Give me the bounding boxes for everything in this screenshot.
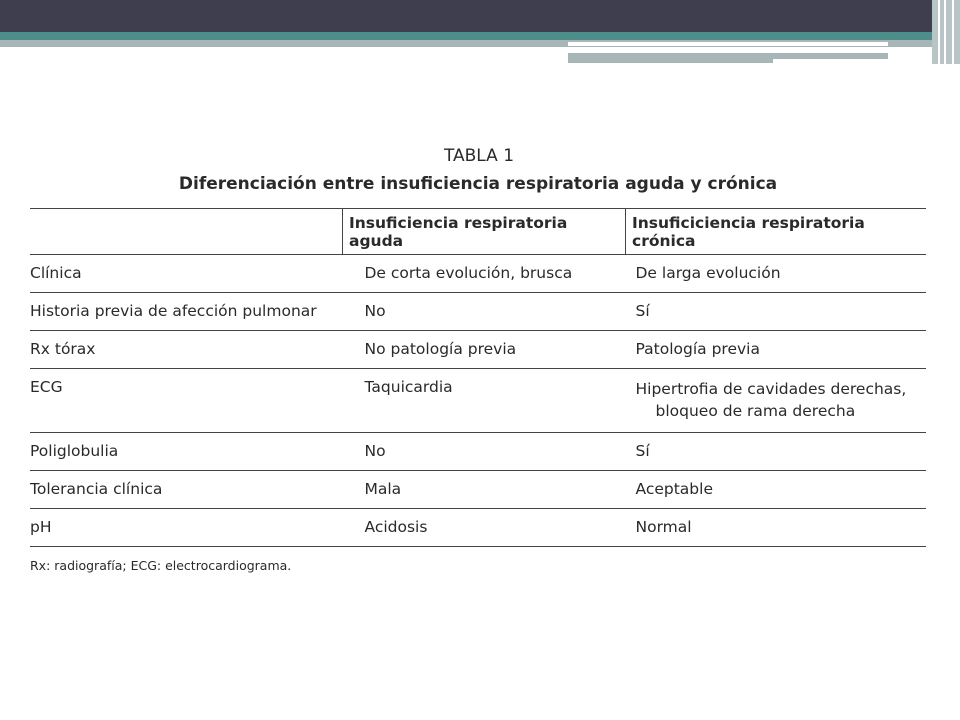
table-footnote: Rx: radiografía; ECG: electrocardiograma. xyxy=(30,558,292,573)
table-row xyxy=(30,433,926,471)
table-row xyxy=(30,509,926,547)
cell-cronica: Aceptable xyxy=(635,480,713,498)
header-corner-line xyxy=(938,0,940,64)
cell-cronica: De larga evolución xyxy=(635,264,781,282)
header-bar-dark xyxy=(0,0,960,32)
cell-aguda: Taquicardia xyxy=(364,378,453,396)
table-header-row xyxy=(30,209,926,255)
cell-cronica-line-2: bloqueo de rama derecha xyxy=(655,402,856,420)
cell-cronica: Sí xyxy=(635,442,650,460)
cell-cronica-line-1: Hipertrofia de cavidades derechas, xyxy=(635,380,907,398)
row-label: Historia previa de afección pulmonar xyxy=(30,302,317,320)
header-cronica: Insuficiciencia respiratoria crónica xyxy=(626,209,927,255)
table-title xyxy=(0,174,960,194)
header-aguda: Insuficiencia respiratoria aguda xyxy=(343,209,626,255)
cell-aguda: Mala xyxy=(364,480,402,498)
table-title-text: Diferenciación entre insuficiencia respiratoria aguda y crónica xyxy=(178,174,778,194)
table-row xyxy=(30,331,926,369)
header-accent-line xyxy=(568,42,888,46)
table-label xyxy=(0,146,960,166)
row-label: Poliglobulia xyxy=(30,442,119,460)
cell-aguda: No xyxy=(364,442,386,460)
row-label: Rx tórax xyxy=(30,340,96,358)
cell-aguda: No xyxy=(364,302,386,320)
row-label: pH xyxy=(30,518,52,536)
table-row xyxy=(30,471,926,509)
header-corner-block xyxy=(932,0,960,64)
cell-aguda: Acidosis xyxy=(364,518,428,536)
table-label-text: TABLA 1 xyxy=(443,146,515,166)
header-empty xyxy=(30,209,343,255)
cell-cronica xyxy=(626,369,927,433)
row-label: ECG xyxy=(30,378,63,396)
header-corner-line xyxy=(944,0,946,64)
cell-cronica: Patología previa xyxy=(635,340,760,358)
comparison-table xyxy=(30,208,926,547)
header-accent-line-2 xyxy=(773,59,893,63)
table-row xyxy=(30,369,926,433)
header-corner-line xyxy=(952,0,954,64)
cell-cronica: Normal xyxy=(635,518,692,536)
row-label: Tolerancia clínica xyxy=(30,480,163,498)
header-bar-teal xyxy=(0,32,960,40)
table-row xyxy=(30,293,926,331)
cell-aguda: De corta evolución, brusca xyxy=(364,264,573,282)
table-row xyxy=(30,255,926,293)
cell-aguda: No patología previa xyxy=(364,340,517,358)
cell-cronica: Sí xyxy=(635,302,650,320)
row-label: Clínica xyxy=(30,264,82,282)
